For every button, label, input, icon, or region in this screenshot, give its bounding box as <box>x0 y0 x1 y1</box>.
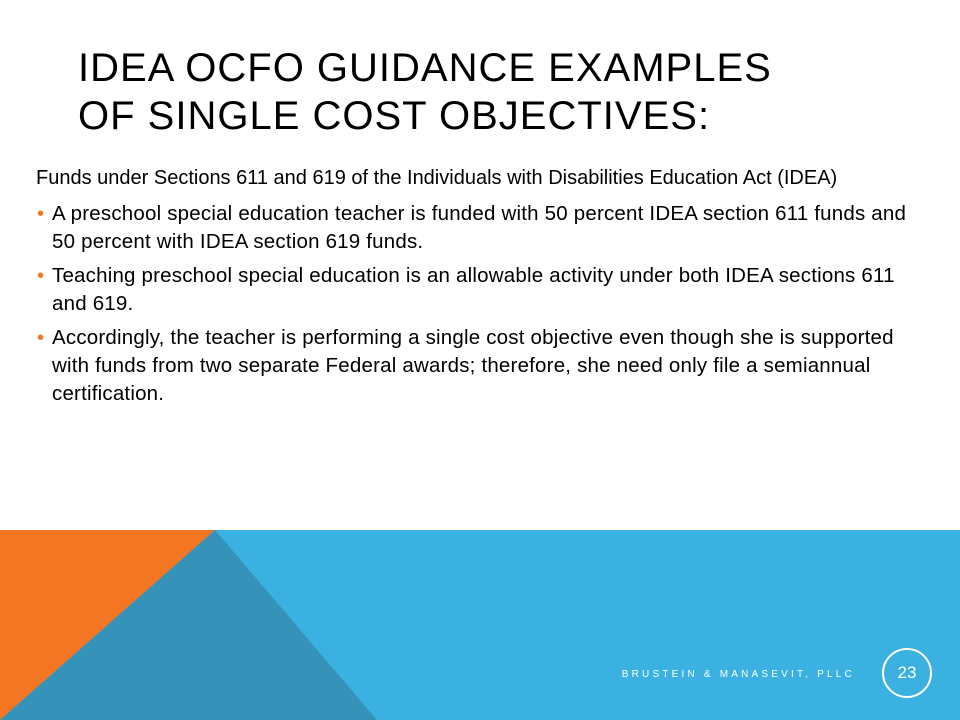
slide-title <box>78 44 918 140</box>
page-number: 23 <box>897 663 917 682</box>
footer-band <box>0 530 960 720</box>
footer-firm-name: BRUSTEIN & MANASEVIT, PLLC <box>621 669 855 680</box>
bullet-item <box>37 262 926 318</box>
title-line-1: IDEA OCFO GUIDANCE EXAMPLES <box>78 46 772 90</box>
bullet-item <box>37 324 926 408</box>
bullet-dot-icon: • <box>37 203 45 225</box>
page-number-badge <box>882 648 932 698</box>
lead-paragraph: Funds under Sections 611 and 619 of the Individuals with Disabilities Education Act (IDEA) <box>36 167 838 189</box>
bullet-dot-icon: • <box>37 265 45 287</box>
bullet-text: Accordingly, the teacher is performing a single cost objective even though she is supported with funds from two separate Federal awards; therefore, she need only file a semiannual certification. <box>52 326 894 405</box>
bullet-text: Teaching preschool special education is an allowable activity under both IDEA sections 611 and 619. <box>52 264 895 315</box>
bullet-text: A preschool special education teacher is funded with 50 percent IDEA section 611 funds and 50 percent with IDEA section 619 funds. <box>52 202 907 253</box>
title-line-2: OF SINGLE COST OBJECTIVES: <box>78 94 711 138</box>
bullet-item <box>37 200 926 256</box>
bullet-dot-icon: • <box>37 327 45 349</box>
bullet-list <box>36 200 926 408</box>
slide-body <box>36 164 926 414</box>
